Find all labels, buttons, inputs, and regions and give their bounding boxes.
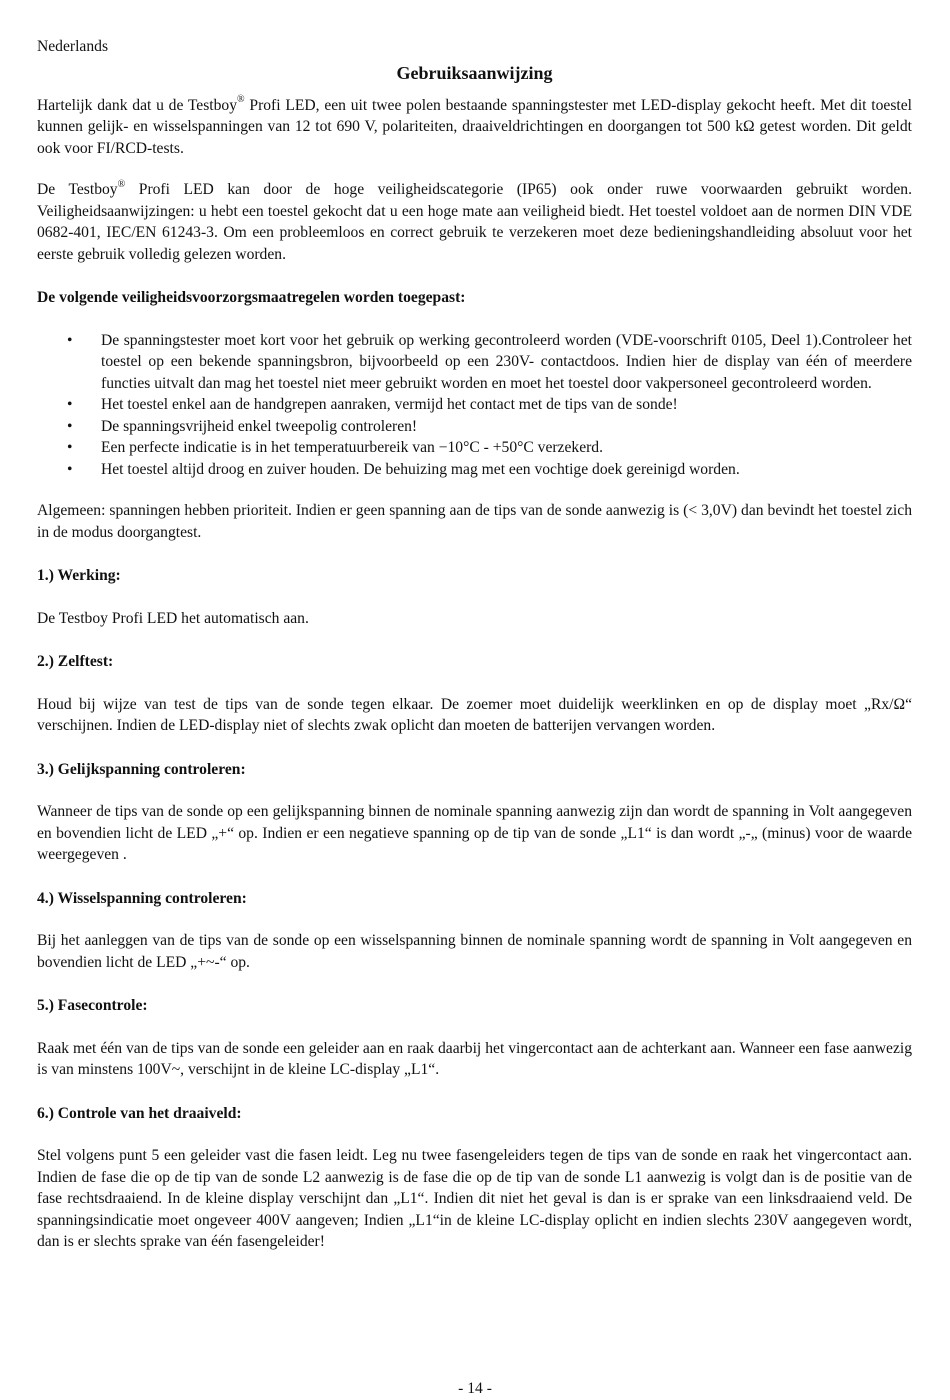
list-item <box>37 437 912 459</box>
section-heading: 2.) Zelftest: <box>37 653 114 670</box>
bullet-icon: • <box>67 460 73 478</box>
section-text: Raak met één van de tips van de sonde een geleider aan en raak daarbij het vingercontact aan de achterkant aan. Wanneer een fase aanwezig is van minstens 100V~, verschijnt in de kleine LC-display „L1“. <box>37 1039 912 1078</box>
registered-mark: ® <box>237 94 245 106</box>
bullet-icon: • <box>67 439 73 456</box>
document-page <box>37 36 912 1253</box>
bullet-icon: • <box>67 396 73 413</box>
section-heading: 1.) Werking: <box>37 567 121 584</box>
list-item-text: De spanningstester moet kort voor het gebruik op werking gecontroleerd worden (VDE-voorschrift 0105, Deel 1).Controleer het toestel op een bekende spanningsbron, bijvoorbeeld op een 230V- contactdoos. Indien hier de display van één of meerdere functies uitvalt dan mag het toestel niet meer gebruikt worden en moet het toestel door vakpersoneel gecontroleerd worden. <box>101 331 912 392</box>
section-text: Bij het aanleggen van de tips van de sonde op een wisselspanning binnen de nominale spanning wordt de spanning in Volt aangegeven en bovendien licht de LED „+~-“ op. <box>37 932 912 971</box>
safety-list <box>37 330 912 481</box>
section-heading: 3.) Gelijkspanning controleren: <box>37 760 246 778</box>
section-text: Stel volgens punt 5 een geleider vast die fasen leidt. Leg nu twee fasengeleiders tegen de tips van de sonde en raak het vingercontact aan. Indien de fase die op de tip van de sonde L2 aanwezig is de fase die op de tip van de sonde L1 aanwezig is volgt dan is de positie van de fase rechtsdraaiend. In de kleine display verschijnt dan „L1“. Indien dit niet het geval is dan is er sprake van een linksdraaiend veld. De spanningsindicatie moet ongeveer 400V aangeven; Indien „L1“in de kleine LC-display oplicht en indien slechts 230V aangegeven wordt, dan is er slechts sprake van één fasengeleider! <box>37 1147 912 1250</box>
section-heading: 5.) Fasecontrole: <box>37 997 148 1014</box>
section-heading: 4.) Wisselspanning controleren: <box>37 889 247 907</box>
section-text: Wanneer de tips van de sonde op een gelijkspanning binnen de nominale spanning aanwezig zijn dan wordt de spanning in Volt aangegeven en bovendien licht de LED „+“ op. Indien er een negatieve spanning op de tip van de sonde „L1“ is dan wordt „-„ (minus) voor de waarde weergegeven . <box>37 803 912 863</box>
list-item-text: Een perfecte indicatie is in het temperatuurbereik van −10°C - +50°C verzekerd. <box>101 439 604 456</box>
safety-heading: De volgende veiligheidsvoorzorgsmaatregelen worden toegepast: <box>37 289 466 306</box>
list-item <box>37 459 912 481</box>
intro-paragraph-1 <box>37 95 912 160</box>
list-item-text: De spanningsvrijheid enkel tweepolig controleren! <box>101 417 418 435</box>
intro-paragraph-2 <box>37 179 912 265</box>
intro-text: De Testboy <box>37 181 118 198</box>
section-heading: 6.) Controle van het draaiveld: <box>37 1104 242 1122</box>
intro-text: Profi LED kan door de hoge veiligheidscategorie (IP65) ook onder ruwe voorwaarden gebruikt worden. Veiligheidsaanwijzingen: u hebt een toestel gekocht dat u een hoge mate aan veiligheid biedt. Het toestel voldoet aan de normen DIN VDE 0682-401, IEC/EN 61243-3. Om een probleemloos en correct gebruik te verzekeren moet deze bedieningshandleiding absoluut voor het eerste gebruik volledig gelezen worden. <box>37 181 912 263</box>
bullet-icon: • <box>67 417 73 435</box>
list-item-text: Het toestel altijd droog en zuiver houden. De behuizing mag met een vochtige doek gereinigd worden. <box>101 460 740 478</box>
section-text: De Testboy Profi LED het automatisch aan. <box>37 609 309 627</box>
intro-text: Profi LED, een uit twee polen bestaande spanningstester met LED-display gekocht heeft. Met dit toestel kunnen gelijk- en wisselspanningen van 12 tot 690 V, polariteiten, draaiveldrichtingen en doorgangen tot 500 kΩ getest worden. Dit geldt ook voor FI/RCD-tests. <box>37 96 912 157</box>
language-label: Nederlands <box>37 38 109 55</box>
section-text: Houd bij wijze van test de tips van de sonde tegen elkaar. De zoemer moet duidelijk weerklinken en op de display moet „Rx/Ω“ verschijnen. Indien de LED-display niet of slechts zwak oplicht dan moeten de batterijen vervangen worden. <box>37 695 912 734</box>
list-item <box>37 330 912 395</box>
registered-mark: ® <box>117 178 126 190</box>
page-number: - 14 - <box>458 1380 492 1397</box>
page-title: Gebruiksaanwijzing <box>396 62 553 83</box>
intro-text: Hartelijk dank dat u de Testboy <box>37 96 238 114</box>
list-item-text: Het toestel enkel aan de handgrepen aanraken, vermijd het contact met de tips van de sonde! <box>101 396 678 413</box>
bullet-icon: • <box>67 331 73 349</box>
general-paragraph: Algemeen: spanningen hebben prioriteit. Indien er geen spanning aan de tips van de sonde aanwezig is (< 3,0V) dan bevindt het toestel zich in de modus doorgangtest. <box>37 502 912 541</box>
list-item <box>37 416 912 438</box>
list-item <box>37 394 912 416</box>
